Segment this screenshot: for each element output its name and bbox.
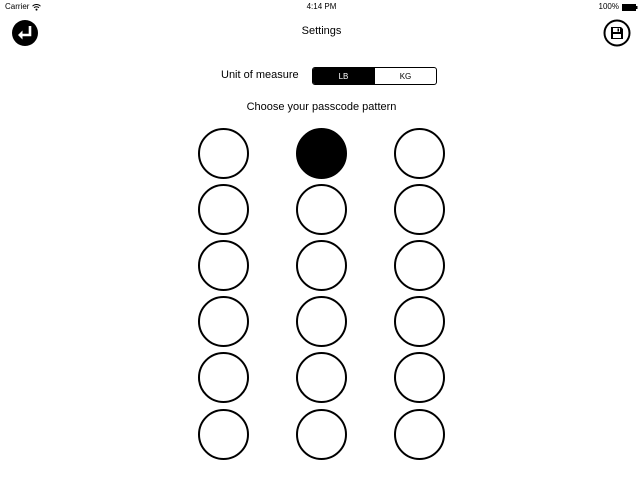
passcode-dot[interactable] bbox=[296, 184, 347, 235]
unit-option-lb[interactable]: LB bbox=[313, 68, 374, 84]
passcode-dot[interactable] bbox=[394, 296, 445, 347]
unit-option-kg[interactable]: KG bbox=[374, 68, 436, 84]
status-bar-right bbox=[599, 0, 638, 14]
page-title: Settings bbox=[301, 25, 342, 37]
passcode-prompt: Choose your passcode pattern bbox=[246, 101, 397, 113]
status-bar-time: 4:14 PM bbox=[306, 2, 337, 11]
passcode-dot[interactable] bbox=[394, 352, 445, 403]
passcode-dot[interactable] bbox=[296, 128, 347, 179]
unit-of-measure-label: Unit of measure bbox=[221, 69, 299, 81]
passcode-dot[interactable] bbox=[394, 409, 445, 460]
passcode-dot[interactable] bbox=[296, 352, 347, 403]
battery-icon bbox=[622, 4, 638, 11]
passcode-dot[interactable] bbox=[198, 128, 249, 179]
unit-of-measure-row bbox=[0, 67, 643, 86]
passcode-dot[interactable] bbox=[394, 184, 445, 235]
passcode-dot[interactable] bbox=[394, 128, 445, 179]
passcode-dot[interactable] bbox=[296, 240, 347, 291]
status-bar bbox=[0, 0, 643, 14]
passcode-dot[interactable] bbox=[198, 352, 249, 403]
battery-percent: 100% bbox=[598, 2, 619, 11]
passcode-dot[interactable] bbox=[198, 240, 249, 291]
passcode-dot[interactable] bbox=[198, 296, 249, 347]
passcode-dot[interactable] bbox=[198, 184, 249, 235]
navigation-bar bbox=[0, 14, 643, 50]
passcode-dot[interactable] bbox=[394, 240, 445, 291]
save-button[interactable] bbox=[603, 19, 631, 47]
carrier-label: Carrier bbox=[5, 2, 30, 11]
passcode-dot[interactable] bbox=[198, 409, 249, 460]
floppy-disk-icon bbox=[603, 19, 631, 47]
unit-segmented-control bbox=[312, 67, 437, 85]
passcode-dot[interactable] bbox=[296, 296, 347, 347]
passcode-dot[interactable] bbox=[296, 409, 347, 460]
